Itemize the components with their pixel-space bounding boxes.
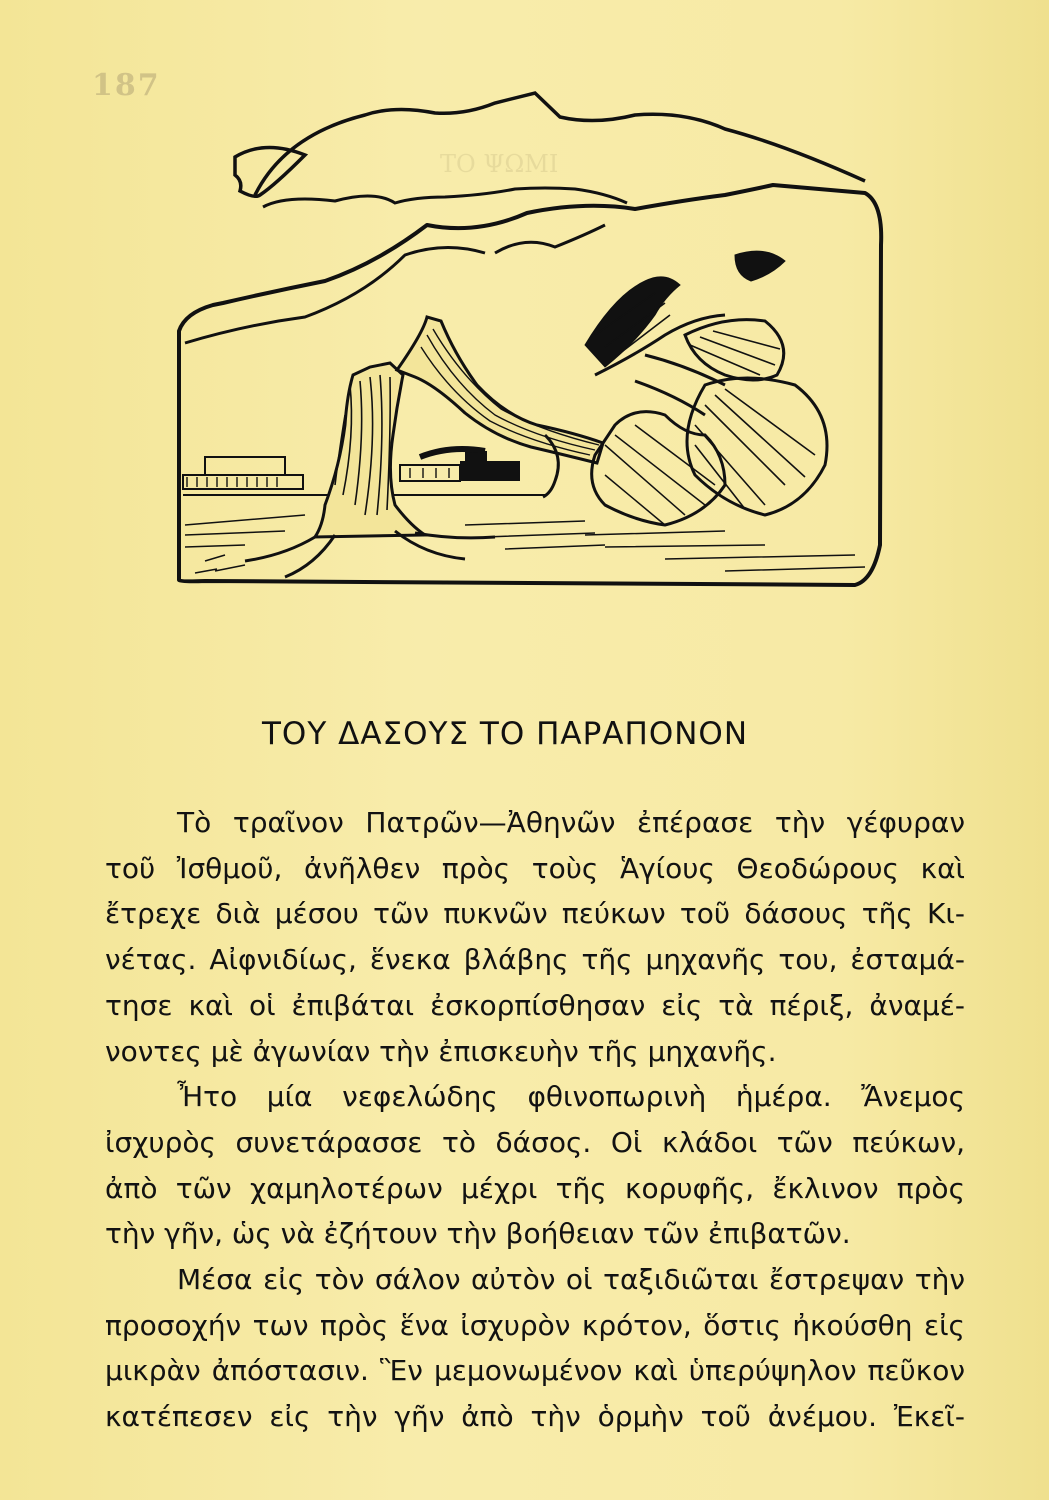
text-line: νέτας. Αἰφνιδίως, ἕνεκα βλάβης τῆς μηχανῆς του, ἐσταμά- [105,943,965,977]
text-line: Μέσα εἰς τὸν σάλον αὐτὸν οἱ ταξιδιῶται ἔστρεψαν τὴν [177,1263,965,1297]
text-line: κατέπεσεν εἰς τὴν γῆν ἀπὸ τὴν ὁρμὴν τοῦ ἀνέμου. Ἐκεῖ- [105,1400,965,1434]
text-line: ἰσχυρὸς συνετάρασσε τὸ δάσος. Οἱ κλάδοι τῶν πεύκων, [105,1125,965,1159]
text-line: νοντες μὲ ἀγωνίαν τὴν ἐπισκευὴν τῆς μηχανῆς. [105,1034,777,1068]
text-line: προσοχήν των πρὸς ἕνα ἰσχυρὸν κρότον, ὅστις ἠκούσθη εἰς [105,1308,965,1342]
pine-canopy-icon [585,251,827,525]
bleed-through-text: ΤΟ ΨΩΜΙ [440,150,559,178]
text-line: μικρὰν ἀπόστασιν. Ἓν μεμονωμένον καὶ ὑπερύψηλον πεῦκον [105,1354,965,1388]
text-line: ἀπὸ τῶν χαμηλοτέρων μέχρι τῆς κορυφῆς, ἔκλινον πρὸς [105,1171,965,1205]
ground-hatching-icon [185,515,865,573]
text-line: Ἦτο μία νεφελώδης φθινοπωρινὴ ἡμέρα. Ἄνεμος [177,1080,965,1114]
text-line: τοῦ Ἰσθμοῦ, ἀνῆλθεν πρὸς τοὺς Ἁγίους Θεοδώρους καὶ [105,851,965,885]
text-line: Τὸ τραῖνον Πατρῶν—Ἀθηνῶν ἐπέρασε τὴν γέφυραν [177,806,965,839]
page-title: ΤΟΥ ΔΑΣΟΥΣ ΤΟ ΠΑΡΑΠΟΝΟΝ [262,716,749,752]
body-text [105,800,965,1440]
text-line: τὴν γῆν, ὡς νὰ ἐζήτουν τὴν βοήθειαν τῶν ἐπιβατῶν. [105,1217,851,1251]
text-line: τησε καὶ οἱ ἐπιβάται ἐσκορπίσθησαν εἰς τὰ πέριξ, ἀναμέ- [105,988,965,1022]
text-line: ἔτρεχε διὰ μέσου τῶν πυκνῶν πεύκων τοῦ δάσους τῆς Κι- [105,897,965,931]
page-number: 187 [92,68,161,103]
